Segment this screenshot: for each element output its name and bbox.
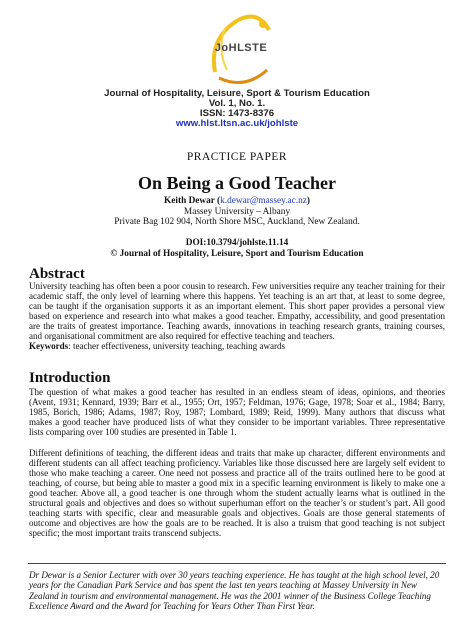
author-line: Keith Dewar (k.dewar@massey.ac.nz)	[164, 196, 310, 206]
author-affiliation: Massey University – Albany	[183, 207, 291, 217]
author-footnote: Dr Dewar is a Senior Lecturer with over 30 years teaching experience. He has taught at the high school level, 20 years for the Canadian Park Service and has spent the last ten years teaching at Massey University in New Zealand in tourism and environmental management. He was the 2001 winner of the Business College Teaching Excellence Award and the Award for Teaching for Years Other Than First Year.	[29, 570, 440, 611]
journal-issn: ISSN: 1473-8376	[199, 108, 275, 119]
keywords-text: : teacher effectiveness, university teaching, teaching awards	[68, 340, 286, 351]
author-address: Private Bag 102 904, North Shore MSC, Auckland, New Zealand.	[114, 217, 360, 227]
journal-name: Journal of Hospitality, Leisure, Sport & Tourism Education	[104, 88, 370, 99]
journal-volume: Vol. 1, No. 1.	[208, 98, 266, 109]
doi: DOI:10.3794/johlste.11.14	[185, 238, 289, 248]
keywords-line	[29, 342, 445, 352]
abstract-heading: Abstract	[29, 266, 85, 282]
logo-text: JoHLSTE	[214, 42, 268, 54]
intro-paragraph-2: Different definitions of teaching, the different ideas and traits that make up character, different environments and different students can all affect teaching proficiency. Variables like those discussed here are largely self evident to those who make teaching a career. One need not possess and practice all of the traits outlined here to be good at teaching, of course, but being able to master a good mix in a specific learning environment is likely to make one a good teacher. Above all, a good teacher is one through whom the student actually learns what is outlined in the structural goals and objectives and does so without superhuman effort on the teacher’s or student’s part. All good teaching starts with specific, clear and measurable goals and objectives. Goals are those general statements of outcome and objectives are how the goals are to be reached. It is also a truism that good teaching is not subject specific; the most important traits transcend subjects.	[29, 448, 445, 538]
abstract-body	[29, 282, 445, 352]
footnote-rule	[28, 563, 446, 564]
introduction-heading: Introduction	[29, 370, 111, 386]
author-email-link[interactable]: k.dewar@massey.ac.nz	[220, 196, 307, 206]
copyright: © Journal of Hospitality, Leisure, Sport and Tourism Education	[110, 249, 364, 259]
keywords-label: Keywords	[29, 340, 69, 351]
author-name: Keith Dewar	[164, 196, 215, 206]
paper-title: On Being a Good Teacher	[137, 173, 337, 193]
journal-logo	[205, 10, 275, 90]
paper-type: PRACTICE PAPER	[186, 151, 288, 163]
intro-paragraph-1: The question of what makes a good teacher has resulted in an endless steam of ideas, opinions, and theories (Avent, 1931; Kennard, 1939; Barr et al., 1955; Ort, 1957; Feldman, 1976; Gage, 1978; Soar et al., 1984; Barry, 1985, Borich, 1986; Adams, 1987; Roy, 1987; Lombard, 1989; Reid, 1999). Many authors that discuss what makes a good teacher have produced lists of what they consider to be important variables. Three representative lists comparing over 100 studies are presented in Table 1.	[29, 387, 445, 437]
journal-url-link[interactable]: www.hlst.ltsn.ac.uk/johlste	[175, 118, 299, 129]
abstract-text: University teaching has often been a poor cousin to research. Few universities require any teacher training for their academic staff, the only level of learning where this happens. Yet teaching is an art that, at least to some degree, can be taught if the organisation supports it as an important element. This short paper provides a personal view based on experience and research into what makes a good teacher. Empathy, accessibility, and good presentation are the traits of greatest importance. Teaching awards, innovations in teaching research grants, training courses, and organisational commitment are also required for effective teaching and teachers.	[29, 281, 446, 341]
